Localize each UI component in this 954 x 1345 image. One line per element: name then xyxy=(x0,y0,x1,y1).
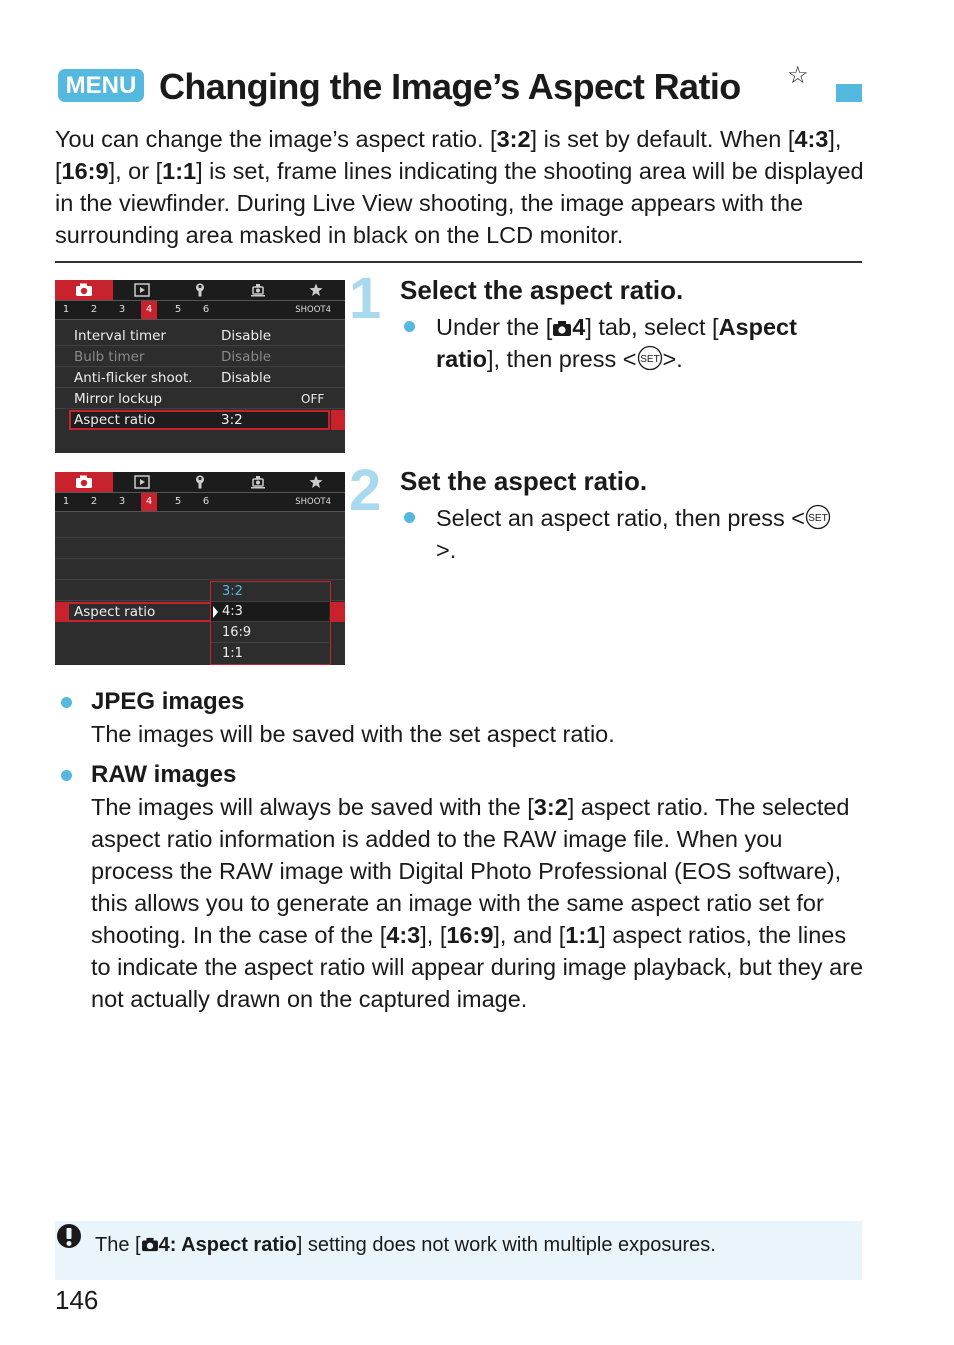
option-16-9: 16:9 xyxy=(211,623,329,643)
set-button-icon xyxy=(637,345,663,371)
step-1-text: Under the [ 4] tab, select [Aspect ratio], then press < SET >. xyxy=(436,314,797,372)
bullet-icon xyxy=(404,512,415,523)
set-button-icon xyxy=(805,504,831,530)
camera-icon xyxy=(141,1237,159,1252)
menu-row-interval-timer xyxy=(55,326,345,346)
raw-images-text: The images will always be saved with the [3:2] aspect ratio. The selected aspect ratio information is added to the RAW image file. When you process the RAW image with Digital Photo Professional (EOS software), this allows you to generate an image with the same aspect ratio set for shooting. In the case of the [4:3], [16:9], and [1:1] aspect ratios, the lines to indicate the aspect ratio will appear during image playback, but they are not actually drawn on the captured image. xyxy=(91,794,864,1012)
caution-icon xyxy=(55,1223,83,1256)
menu-row-value: 3:2 xyxy=(221,412,243,428)
bullet-icon xyxy=(404,321,415,332)
subtab-5: 5 xyxy=(174,304,182,315)
bullet-icon xyxy=(61,697,72,708)
subtab-5: 5 xyxy=(174,496,182,507)
playback-icon xyxy=(113,280,171,300)
aspect-ratio-dropdown xyxy=(210,581,331,665)
camera-menu-screen-1 xyxy=(55,280,345,453)
menu-badge: MENU xyxy=(58,69,144,102)
wrench-icon xyxy=(171,280,229,300)
step-2-text: Select an aspect ratio, then press < SET >. xyxy=(436,502,836,566)
menu-subtabs xyxy=(55,300,345,320)
custom-function-icon xyxy=(229,472,287,492)
step-number-2: 2 xyxy=(349,458,382,523)
caution-text: The [ 4: Aspect ratio] setting does not work with multiple exposures. xyxy=(95,1234,716,1256)
jpeg-images-heading: JPEG images xyxy=(91,688,245,715)
camera-menu-screen-2 xyxy=(55,472,345,665)
camera-icon xyxy=(55,472,113,492)
menu-row-label: Aspect ratio xyxy=(74,412,156,428)
menu-row-label: Anti-flicker shoot. xyxy=(74,370,193,386)
subtab-6: 6 xyxy=(202,496,210,507)
option-4-3: 4:3 xyxy=(211,602,329,622)
svg-text:SET: SET xyxy=(808,513,828,524)
menu-row-label: Interval timer xyxy=(74,328,167,344)
menu-tabs xyxy=(55,472,345,492)
menu-row-anti-flicker xyxy=(55,368,345,388)
page-number: 146 xyxy=(55,1285,99,1315)
option-1-1: 1:1 xyxy=(222,646,243,661)
custom-function-icon xyxy=(229,280,287,300)
menu-subtabs xyxy=(55,492,345,512)
subtab-4: 4 xyxy=(141,301,157,319)
menu-row-value: OFF xyxy=(301,392,325,406)
menu-row-value: Disable xyxy=(221,349,272,365)
step-number-1: 1 xyxy=(349,266,382,331)
title-accent-block xyxy=(836,84,862,102)
selection-marker xyxy=(331,410,345,430)
menu-row-empty xyxy=(55,560,345,580)
menu-row-bulb-timer xyxy=(55,347,345,367)
svg-text:SET: SET xyxy=(639,354,660,365)
menu-tabs xyxy=(55,280,345,300)
intro-paragraph: You can change the image’s aspect ratio. [3:2] is set by default. When [4:3], [16:9], or [1:1] is set, frame lines indicating the shooting area will be displayed in the viewfinder. During Live View shooting, the image appears with the surrounding area masked in black on the LCD monitor. xyxy=(55,126,864,248)
my-menu-star-icon xyxy=(287,280,345,300)
subtab-6: 6 xyxy=(202,304,210,315)
step-2-title: Set the aspect ratio. xyxy=(400,466,648,496)
bullet-icon xyxy=(61,770,72,781)
menu-row-mirror-lockup xyxy=(55,389,345,409)
menu-row-empty xyxy=(55,518,345,538)
option-3-2: 3:2 xyxy=(211,582,329,602)
subtab-1: 1 xyxy=(62,496,70,507)
playback-icon xyxy=(113,472,171,492)
step-1-title: Select the aspect ratio. xyxy=(400,275,684,305)
menu-row-label: Mirror lockup xyxy=(74,391,163,407)
caret-right-icon xyxy=(213,606,218,618)
subtab-4: 4 xyxy=(141,493,157,511)
camera-icon xyxy=(55,280,113,300)
subtab-3: 3 xyxy=(118,496,126,507)
subtab-2: 2 xyxy=(90,496,98,507)
subtab-3: 3 xyxy=(118,304,126,315)
selection-marker xyxy=(331,602,345,622)
shoot-tab-label: SHOOT4 xyxy=(295,305,331,315)
jpeg-images-text: The images will be saved with the set aspect ratio. xyxy=(91,721,615,747)
menu-row-value: Disable xyxy=(221,328,272,344)
divider xyxy=(55,261,862,263)
my-menu-star-icon xyxy=(287,472,345,492)
shoot-tab-label: SHOOT4 xyxy=(295,497,331,507)
subtab-2: 2 xyxy=(90,304,98,315)
raw-images-heading: RAW images xyxy=(91,761,237,788)
wrench-icon xyxy=(171,472,229,492)
menu-row-label: Aspect ratio xyxy=(74,604,156,620)
menu-row-aspect-ratio xyxy=(55,410,345,430)
selection-marker xyxy=(55,602,69,622)
menu-row-empty xyxy=(55,539,345,559)
camera-icon xyxy=(552,320,572,337)
subtab-1: 1 xyxy=(62,304,70,315)
page-title: Changing the Image’s Aspect Ratio xyxy=(159,66,741,107)
menu-row-value: Disable xyxy=(221,370,272,386)
star-icon: ☆ xyxy=(787,62,809,89)
menu-row-label: Bulb timer xyxy=(74,349,145,365)
